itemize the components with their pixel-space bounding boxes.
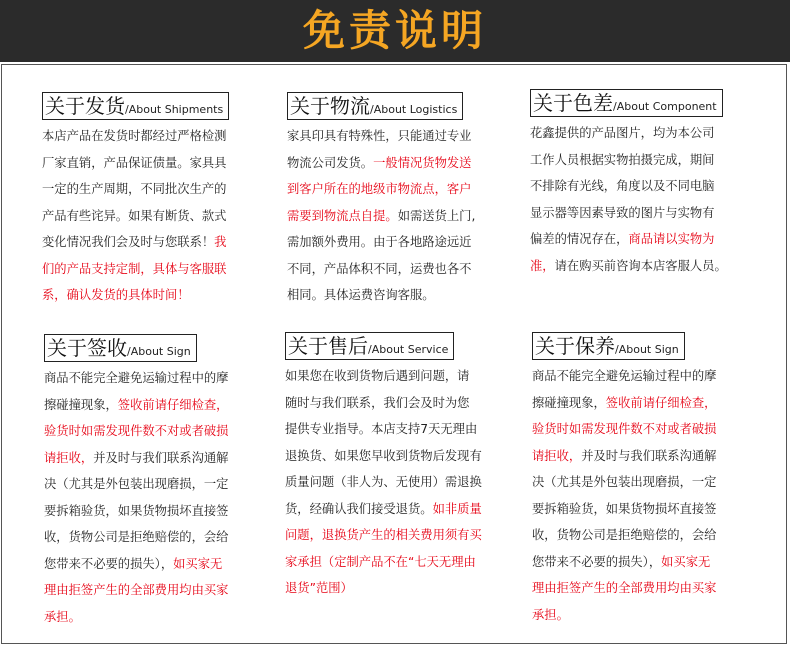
body-line [532,469,747,496]
body-line [44,604,259,631]
section-body [285,363,500,602]
body-line [532,602,747,629]
body-text: 家具印具有特殊性，只能通过专业 [287,129,472,143]
highlight-text: 如买家无 [173,556,223,571]
body-text: 产品有些诧异。如果有断货、款式 [42,208,227,223]
body-line [530,253,745,280]
body-text: 收，货物公司是拒绝赔偿的，会给 [44,530,229,544]
body-line [285,363,500,390]
section-body [42,123,257,309]
body-text: 如果您在收到货物后遇到问题，请 [285,369,470,383]
section-title-cn: 关于售后 [288,334,368,358]
section-shipments [42,92,257,309]
body-line [287,203,502,230]
body-text: 一定的生产周期，不同批次生产的 [42,182,227,196]
highlight-text: 请拒收， [532,448,582,463]
body-line [285,390,500,417]
body-line [285,522,500,549]
body-line [530,147,745,174]
body-line [44,551,259,578]
body-text: 提供专业指导。本店支持7天无理由 [285,422,478,436]
body-text: 工作人员根据实物拍摄完成，期间 [530,152,715,167]
section-title [44,334,197,362]
body-line [532,575,747,602]
body-line [530,173,745,200]
section-title-en: /About Service [368,343,449,356]
body-line [287,123,502,150]
body-line [285,575,500,602]
section-title-en: /About Sign [127,345,191,358]
highlight-text: 系，确认发货的具体时间！ [42,288,190,302]
highlight-text: 准， [530,258,555,273]
body-text: 收，货物公司是拒绝赔偿的，会给 [532,528,717,542]
highlight-text: 承担。 [44,609,81,624]
highlight-text: 们的产品支持定制，具体与客服联 [42,261,227,276]
section-body [530,120,745,279]
highlight-text: 商品请以实物为 [628,232,715,246]
body-text: 擦碰撞现象， [532,395,606,410]
body-line [44,365,259,392]
body-line [285,443,500,470]
section-title-cn: 关于保养 [535,334,615,358]
highlight-text: 验货时如需发现件数不对或者破损 [532,422,717,436]
body-text: 显示器等因素导致的图片与实物有 [530,205,715,220]
body-line [530,120,745,147]
section-title [42,92,229,120]
body-text: 质量问题（非人为、无使用）需退换 [285,475,482,489]
section-title-en: /About Sign [615,343,679,356]
highlight-text: 签收前请仔细检查， [605,395,717,410]
highlight-text: 到客户所在的地级市物流点，客户 [287,182,472,196]
section-title-en: /About Component [613,100,717,113]
body-text: 如需送货上门, [397,208,476,223]
body-text: 随时与我们联系，我们会及时为您 [285,395,470,410]
body-text: 需加额外费用。由于各地路途远近 [287,235,472,249]
body-line [285,469,500,496]
header-bar [0,0,790,62]
body-text: 花鑫提供的产品图片，均为本公司 [530,126,715,140]
highlight-text: 家承担（定制产品不在“七天无理由 [285,554,476,569]
page-title: 免责说明 [302,6,487,55]
section-title [287,92,463,120]
highlight-text: 问题，退换货产生的相关费用须有买 [285,528,482,542]
body-line [532,363,747,390]
body-text: 退换货、如果您早收到货物后发现有 [285,448,482,463]
body-line [44,498,259,525]
body-line [287,256,502,283]
body-text: 相同。具体运费咨询客服。 [287,288,435,302]
highlight-text: 退货”范围） [285,581,353,595]
section-title-cn: 关于物流 [290,94,370,118]
body-line [42,256,257,283]
body-text: 决（尤其是外包装出现磨损，一定 [532,475,717,489]
body-line [285,549,500,576]
body-line [530,226,745,253]
body-text: 厂家直销，产品保证债量。家具具 [42,155,227,170]
section-maintenance [532,332,747,628]
body-line [44,445,259,472]
body-line [532,522,747,549]
body-line [44,471,259,498]
body-text: 要拆箱验货，如果货物损坏直接签 [44,503,229,518]
body-text: 不排除有光线，角度以及不同电脑 [530,179,715,193]
body-line [42,229,257,256]
body-line [287,282,502,309]
body-text: 并及时与我们联系沟通解 [93,450,229,465]
body-text: 商品不能完全避免运输过程中的摩 [532,369,717,383]
body-line [287,229,502,256]
body-text: 本店产品在发货时都经过严格检测 [42,129,227,143]
highlight-text: 一般情况货物发送 [373,155,472,170]
body-line [44,392,259,419]
highlight-text: 如非质量 [432,501,482,516]
body-line [532,496,747,523]
body-text: 货，经确认我们接受退货。 [285,501,433,516]
highlight-text: 我 [214,235,227,249]
body-text: 决（尤其是外包装出现磨损，一定 [44,477,229,491]
highlight-text: 如买家无 [661,554,711,569]
body-line [44,577,259,604]
body-line [530,200,745,227]
highlight-text: 验货时如需发现件数不对或者破损 [44,424,229,438]
body-text: 不同，产品体积不同，运费也各不 [287,261,472,276]
body-line [287,176,502,203]
body-text: 并及时与我们联系沟通解 [581,448,717,463]
section-title [285,332,454,360]
section-title-cn: 关于签收 [47,336,127,360]
body-text: 请在购买前咨询本店客服人员。 [554,258,727,273]
body-line [42,176,257,203]
body-line [532,390,747,417]
body-line [44,524,259,551]
body-text: 偏差的情况存在， [530,232,629,246]
body-text: 擦碰撞现象， [44,397,118,412]
body-line [287,150,502,177]
body-text: 变化情况我们会及时与您联系！ [42,235,215,249]
body-line [42,123,257,150]
section-body [44,365,259,630]
highlight-text: 请拒收， [44,450,94,465]
section-body [287,123,502,309]
highlight-text: 理由拒签产生的全部费用均由买家 [532,581,717,595]
section-sign-receipt [44,334,259,630]
section-title-en: /About Logistics [370,103,458,116]
body-line [42,203,257,230]
body-line [532,416,747,443]
section-after-sales [285,332,500,602]
body-text: 您带来不必要的损失）， [532,554,662,569]
body-text: 要拆箱验货，如果货物损坏直接签 [532,501,717,516]
body-line [42,150,257,177]
body-text: 您带来不必要的损失）， [44,556,174,571]
section-title-cn: 关于色差 [533,91,613,115]
section-color-difference [530,89,745,279]
section-title [532,332,685,360]
body-line [285,496,500,523]
body-line [285,416,500,443]
section-body [532,363,747,628]
body-line [44,418,259,445]
highlight-text: 签收前请仔细检查， [117,397,229,412]
section-title-cn: 关于发货 [45,94,125,118]
section-title [530,89,723,117]
body-line [42,282,257,309]
body-line [532,549,747,576]
body-line [532,443,747,470]
body-text: 商品不能完全避免运输过程中的摩 [44,371,229,385]
section-logistics [287,92,502,309]
body-text: 物流公司发货。 [287,155,374,170]
section-title-en: /About Shipments [125,103,224,116]
highlight-text: 需要到物流点自提。 [287,208,398,223]
highlight-text: 承担。 [532,607,569,622]
highlight-text: 理由拒签产生的全部费用均由买家 [44,583,229,597]
